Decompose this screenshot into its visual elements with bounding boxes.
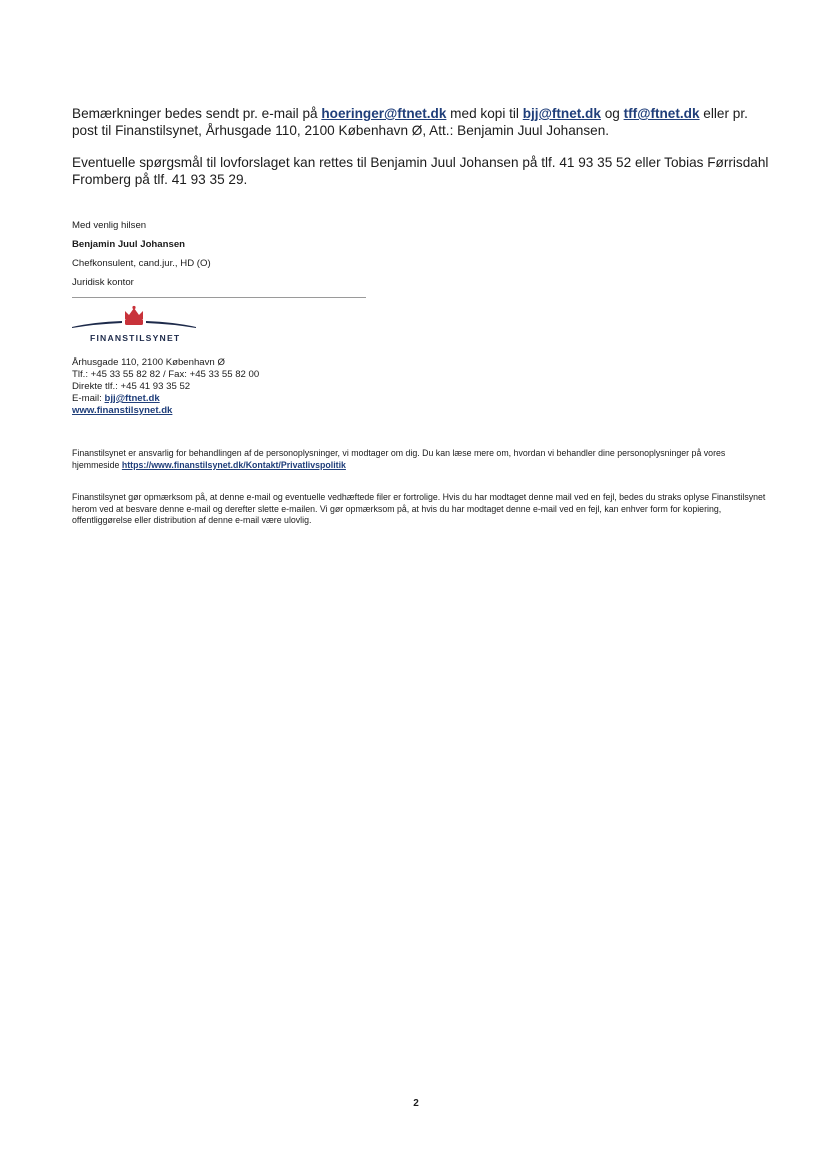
- contact-address: Århusgade 110, 2100 København Ø: [72, 357, 225, 368]
- signature-name: Benjamin Juul Johansen: [72, 239, 186, 250]
- website-link[interactable]: www.finanstilsynet.dk: [72, 405, 173, 416]
- privacy-notice: Finanstilsynet er ansvarlig for behandlingen af de personoplysninger, vi modtager om dig. Du kan læse mere om, hvordan vi behandler dine personoplysninger på vores hjemmeside https://www.finanstilsynet.dk/Kontakt/Privatlivspolitik: [72, 448, 726, 470]
- logo-wordmark: FINANSTILSYNET: [90, 333, 181, 343]
- submission-paragraph: Bemærkninger bedes sendt pr. e-mail på hoeringer@ftnet.dk med kopi til bjj@ftnet.dk og tff@ftnet.dk eller pr. post til Finanstilsynet, Århusgade 110, 2100 København Ø, Att.: Benjamin Juul Johansen.: [72, 106, 748, 138]
- contact-direct-phone: Direkte tlf.: +45 41 93 35 52: [72, 381, 191, 392]
- contact-website: [72, 405, 172, 417]
- contact-email-link[interactable]: bjj@ftnet.dk: [104, 393, 160, 404]
- confidentiality-notice: Finanstilsynet gør opmærksom på, at denne e-mail og eventuelle vedhæftede filer er fortrolige. Hvis du har modtaget denne mail ved en fejl, bedes du straks oplyse Finanstilsynet herom ved at besvare denne e-mail og derefter slette e-mailen. Vi gør opmærksom på, at hvis du har modtaget denne e-mail ved en fejl, kan enhver form for kopiering, offentliggørelse eller distribution af denne e-mail være ulovlig.: [72, 492, 766, 525]
- signature-greeting: Med venlig hilsen: [72, 220, 147, 231]
- questions-paragraph: Eventuelle spørgsmål til lovforslaget kan rettes til Benjamin Juul Johansen på tlf. 41 93 35 52 eller Tobias Førrisdahl Fromberg på tlf. 41 93 35 29.: [72, 155, 769, 187]
- signature-divider: [72, 297, 366, 298]
- contact-phone-fax: Tlf.: +45 33 55 82 82 / Fax: +45 33 55 82 00: [72, 369, 260, 380]
- signature-title: Chefkonsulent, cand.jur., HD (O): [72, 258, 211, 269]
- page-number: 2: [413, 1098, 419, 1109]
- email-link-hoeringer[interactable]: hoeringer@ftnet.dk: [321, 106, 447, 121]
- privacy-policy-link[interactable]: https://www.finanstilsynet.dk/Kontakt/Privatlivspolitik: [121, 459, 346, 470]
- email-link-tff[interactable]: tff@ftnet.dk: [623, 106, 700, 121]
- signature-department: Juridisk kontor: [72, 277, 134, 288]
- email-link-bjj[interactable]: bjj@ftnet.dk: [522, 106, 601, 121]
- contact-email: E-mail: bjj@ftnet.dk: [72, 393, 160, 404]
